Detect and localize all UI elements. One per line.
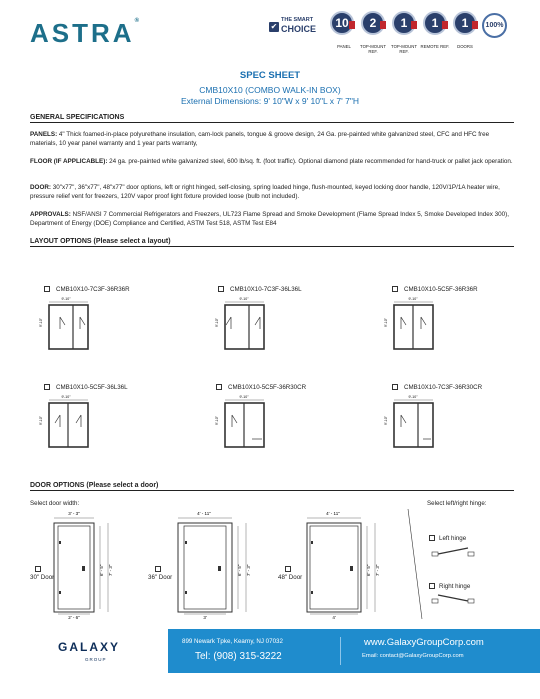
plan-dim-side: 9'-10" <box>215 318 219 327</box>
hinge-divider <box>405 505 425 623</box>
left-hinge-label: Left hinge <box>439 535 467 542</box>
plan-dim-side: 9'-10" <box>384 416 388 425</box>
badge-label: REMOTE REF. <box>420 44 450 49</box>
door-dim-top: 4' - 11" <box>197 511 211 516</box>
warranty-badge-icon: 10 <box>330 11 354 35</box>
model-title: CMB10X10 (COMBO WALK-IN BOX) <box>199 85 341 95</box>
dimensions-title: External Dimensions: 9' 10"W x 9' 10"L x 7' 7"H <box>180 96 359 106</box>
left-hinge-checkbox[interactable] <box>429 535 435 541</box>
door-30-drawing <box>50 510 120 620</box>
door-36-drawing <box>174 510 264 620</box>
floor-plan-3 <box>383 295 443 353</box>
layout-checkbox[interactable] <box>218 286 224 292</box>
plan-dim-top: 9'-10" <box>239 297 249 301</box>
layout-option-2[interactable]: CMB10X10-7C3F-36L36L <box>218 286 302 293</box>
checkmark-icon: ✔ <box>270 22 278 31</box>
address: 899 Newark Tpke, Kearny, NJ 07032 <box>182 638 283 645</box>
floor-plan-4 <box>38 393 98 451</box>
layout-option-6[interactable]: CMB10X10-7C3F-36R30CR <box>392 384 482 391</box>
layout-checkbox[interactable] <box>44 286 50 292</box>
door-dim-bottom: 4' <box>332 615 336 620</box>
plan-dim-top: 9'-10" <box>61 395 71 399</box>
door-spec: DOOR: 30"x77", 36"x77", 48"x77" door options, left or right hinged, self-closing, spring loaded hinge, flush-mounted, keyed locking door handle, 120V/1P/1A heater wire, pressure relief vent for freezers, 120V vapor proof light fixture provided loose (bulb not included). <box>30 184 500 201</box>
layout-checkbox[interactable] <box>44 384 50 390</box>
plan-dim-top: 9'-10" <box>239 395 249 399</box>
right-hinge-checkbox[interactable] <box>429 583 435 589</box>
warranty-badge-icon: 2 <box>361 11 385 35</box>
astra-logo: ASTRA® <box>30 18 139 48</box>
layout-option-1[interactable]: CMB10X10-7C3F-36R36R <box>44 286 130 293</box>
door-dim-outer: 7' - 3" <box>108 564 113 576</box>
panels-spec: PANELS: 4" Thick foamed-in-place polyurethane insulation, cam-lock panels, tongue & groove design, 24 Ga. pre-painted white galvanized steel, CFC and HFC free materials, 10 year panel warranty and 1 year parts warranty, <box>30 131 490 148</box>
badge-label: TOP-MOUNT REF. <box>391 44 417 54</box>
spec-sheet-title: SPEC SHEET <box>239 70 301 81</box>
footer-divider <box>340 637 341 665</box>
badge-label: PANEL <box>337 44 351 49</box>
warranty-badge-icon: 1 <box>423 11 447 35</box>
guarantee-seal-icon: 100% <box>482 13 507 38</box>
header <box>0 0 540 62</box>
smart-choice-logo: ✔ THE SMART CHOICE <box>270 17 317 34</box>
plan-dim-side: 9'-10" <box>384 318 388 327</box>
layout-option-5[interactable]: CMB10X10-5C5F-36R30CR <box>216 384 306 391</box>
plan-dim-side: 9'-10" <box>39 318 43 327</box>
door-options-heading: DOOR OPTIONS (Please select a door) <box>30 482 514 491</box>
door-dim-top: 4' - 11" <box>326 511 340 516</box>
door-dim-inner: 6' - 5" <box>237 564 242 576</box>
plan-dim-side: 9'-10" <box>215 416 219 425</box>
plan-dim-top: 9'-10" <box>61 297 71 301</box>
plan-dim-top: 9'-10" <box>408 297 418 301</box>
layout-option-4[interactable]: CMB10X10-5C5F-36L36L <box>44 384 128 391</box>
door-36-label: 36" Door <box>148 574 173 581</box>
door-48-checkbox[interactable] <box>285 566 291 572</box>
approvals-spec: APPROVALS: NSF/ANSI 7 Commercial Refrigerators and Freezers, UL723 Flame Spread and Smoke Development (Flame Spread Index 5, Smoke Developed Index 300), Department of Energy (DOE) Compliance and Certified, ASTM Test 518, ASTM Test E84 <box>30 211 510 228</box>
door-dim-inner: 6' - 5" <box>366 564 371 576</box>
layout-option-3[interactable]: CMB10X10-5C5F-36R36R <box>392 286 478 293</box>
layout-checkbox[interactable] <box>216 384 222 390</box>
layout-options-heading: LAYOUT OPTIONS (Please select a layout) <box>30 238 514 247</box>
layout-checkbox[interactable] <box>392 384 398 390</box>
door-dim-top: 3' - 3" <box>68 511 80 516</box>
plan-dim-side: 9'-10" <box>39 416 43 425</box>
galaxy-logo-sub: GROUP <box>85 657 107 662</box>
door-30-checkbox[interactable] <box>35 566 41 572</box>
door-dim-bottom: 2' - 6" <box>68 615 80 620</box>
warranty-badge-icon: 1 <box>453 11 477 35</box>
galaxy-logo: GALAXY <box>58 640 121 654</box>
floor-plan-6 <box>383 393 443 451</box>
door-dim-outer: 7' - 3" <box>246 564 251 576</box>
door-dim-bottom: 3' <box>203 615 207 620</box>
right-hinge-label: Right hinge <box>439 583 471 590</box>
door-30-label: 30" Door <box>30 574 55 581</box>
layout-checkbox[interactable] <box>392 286 398 292</box>
badge-label: DOORS <box>457 44 473 49</box>
left-hinge-icon <box>430 546 480 562</box>
footer <box>0 629 540 673</box>
hinge-prompt: Select left/right hinge: <box>427 500 487 507</box>
galaxy-logo-area <box>0 629 168 673</box>
website-link[interactable]: www.GalaxyGroupCorp.com <box>364 637 484 648</box>
door-48-drawing <box>303 510 393 620</box>
email-link[interactable]: Email: contact@GalaxyGroupCorp.com <box>362 653 464 659</box>
plan-dim-top: 9'-10" <box>408 395 418 399</box>
warranty-badge-icon: 1 <box>392 11 416 35</box>
floor-plan-1 <box>38 295 98 353</box>
floor-plan-5 <box>214 393 274 451</box>
right-hinge-icon <box>430 593 480 609</box>
general-spec-heading: GENERAL SPECIFICATIONS <box>30 114 514 123</box>
floor-spec: FLOOR (IF APPLICABLE): 24 ga. pre-painted white galvanized steel, 600 lb/sq. ft. (foot traffic). Optional diamond plate recommended for hand-truck or pallet jack operation. <box>30 158 513 165</box>
phone[interactable]: Tel: (908) 315-3222 <box>195 651 282 662</box>
badge-label: TOP-MOUNT REF. <box>360 44 386 54</box>
door-48-label: 48" Door <box>278 574 303 581</box>
door-dim-outer: 7' - 3" <box>375 564 380 576</box>
door-36-checkbox[interactable] <box>155 566 161 572</box>
door-dim-inner: 6' - 5" <box>99 564 104 576</box>
floor-plan-2 <box>214 295 274 353</box>
door-width-prompt: Select door width: <box>30 500 80 507</box>
